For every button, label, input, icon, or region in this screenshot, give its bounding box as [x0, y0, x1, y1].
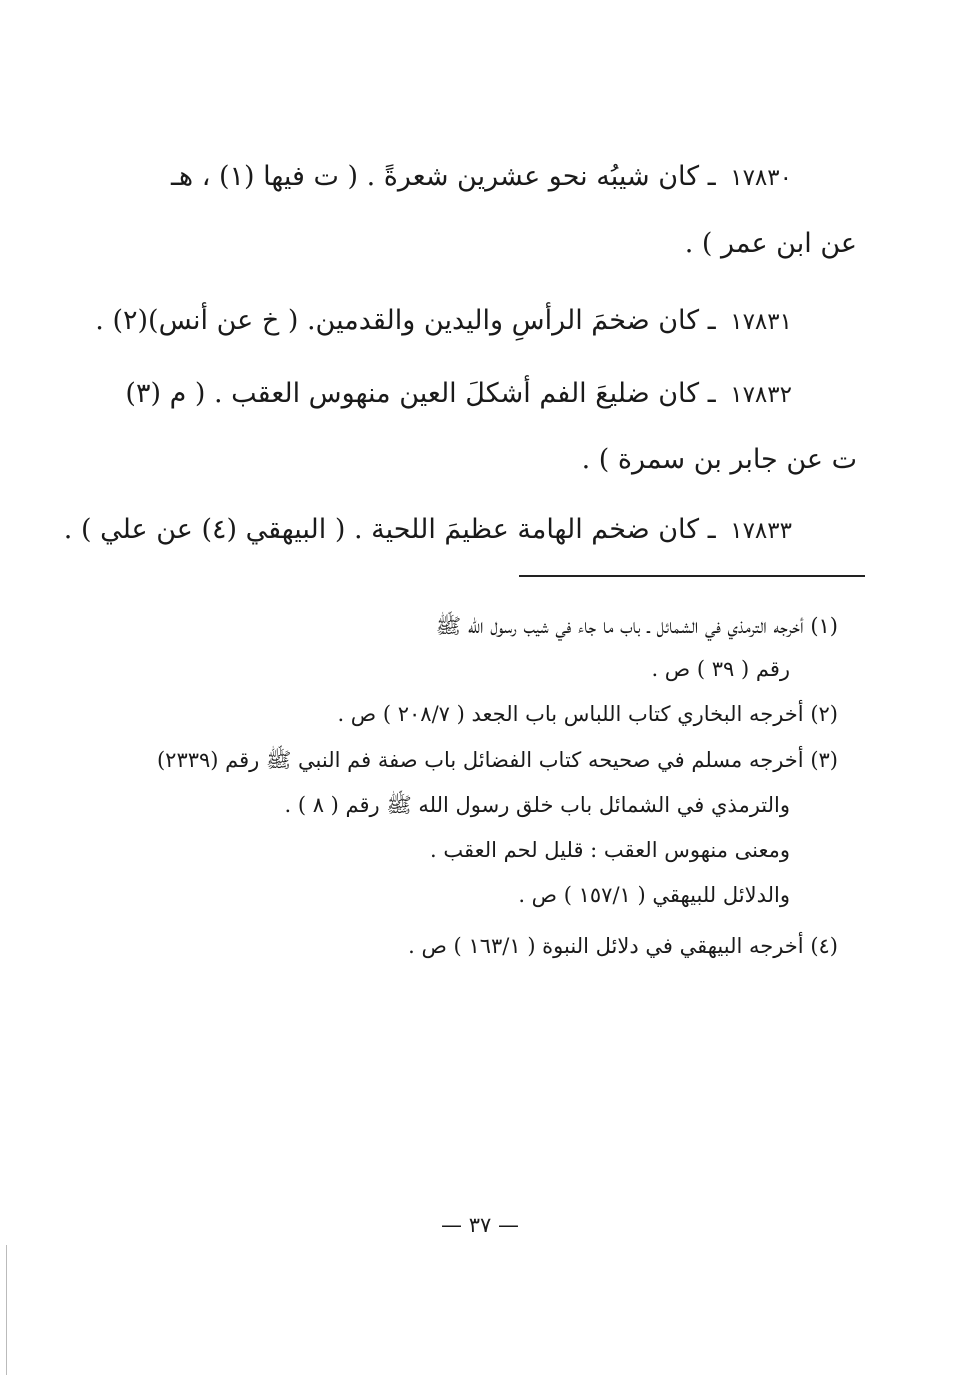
hadith-17832-continuation: ت عن جابر بن سمرة ) . — [581, 444, 857, 475]
hadith-number: ١٧٨٣١ — [730, 309, 792, 335]
footnote-3-line-4: والدلائل للبيهقي ( ١٥٧/١ ) ص . — [518, 883, 790, 907]
footnote-marker: (٤) — [810, 934, 838, 958]
footnote-text: أخرجه البخاري كتاب اللباس باب الجعد ( ٢٠٨/٧ ) ص . — [337, 702, 804, 726]
footnote-separator — [519, 575, 865, 577]
footnote-text: أخرجه مسلم في صحيحه كتاب الفضائل باب صفة فم النبي ﷺ رقم (٢٣٣٩) — [156, 748, 804, 772]
hadith-17830 — [92, 163, 792, 190]
hadith-17833 — [63, 514, 792, 545]
hadith-17832 — [92, 380, 792, 407]
footnote-3-line-3: ومعنى منهوس العقب : قليل لحم العقب . — [430, 838, 790, 862]
hadith-17830-continuation: عن ابن عمر ) . — [684, 228, 857, 259]
hadith-number: ١٧٨٣٣ — [730, 518, 792, 544]
hadith-number: ١٧٨٣٢ — [730, 382, 792, 408]
hadith-text: ـ كان ضخمَ الرأسِ واليدين والقدمين. ( خ عن أنس)(٢) . — [95, 305, 716, 336]
hadith-text: ـ كان شيبُه نحو عشرين شعرةً . ( ت فيها (١) ، هـ — [170, 161, 716, 192]
footnote-3-line-2: والترمذي في الشمائل باب خلق رسول الله ﷺ رقم ( ٨ ) . — [284, 793, 790, 817]
hadith-17831 — [92, 307, 792, 334]
footnote-marker: (٢) — [810, 702, 838, 726]
footnote-marker: (٣) — [810, 748, 838, 772]
footnote-text: أخرجه الترمذي في الشمائل ـ باب ما جاء في شيب رسول الله ﷺ — [435, 614, 804, 638]
scan-margin-line — [6, 1245, 7, 1375]
hadith-text: ـ كان ضخم الهامة عظيمَ اللحية . ( البيهقي (٤) عن علي ) . — [63, 514, 716, 545]
footnote-1 — [436, 613, 838, 644]
footnote-4 — [408, 934, 838, 958]
hadith-text: ـ كان ضليعَ الفم أشكلَ العين منهوس العقب . ( م (٣) — [125, 378, 716, 409]
footnote-marker: (١) — [810, 614, 838, 638]
hadith-number: ١٧٨٣٠ — [730, 165, 792, 191]
footnote-text: أخرجه البيهقي في دلائل النبوة ( ١٦٣/١ ) ص . — [408, 934, 804, 958]
footnote-3 — [157, 747, 838, 778]
footnote-1-continuation: رقم ( ٣٩ ) ص . — [651, 657, 790, 681]
footnote-2 — [337, 702, 838, 726]
page-number: — ٣٧ — — [441, 1213, 519, 1237]
